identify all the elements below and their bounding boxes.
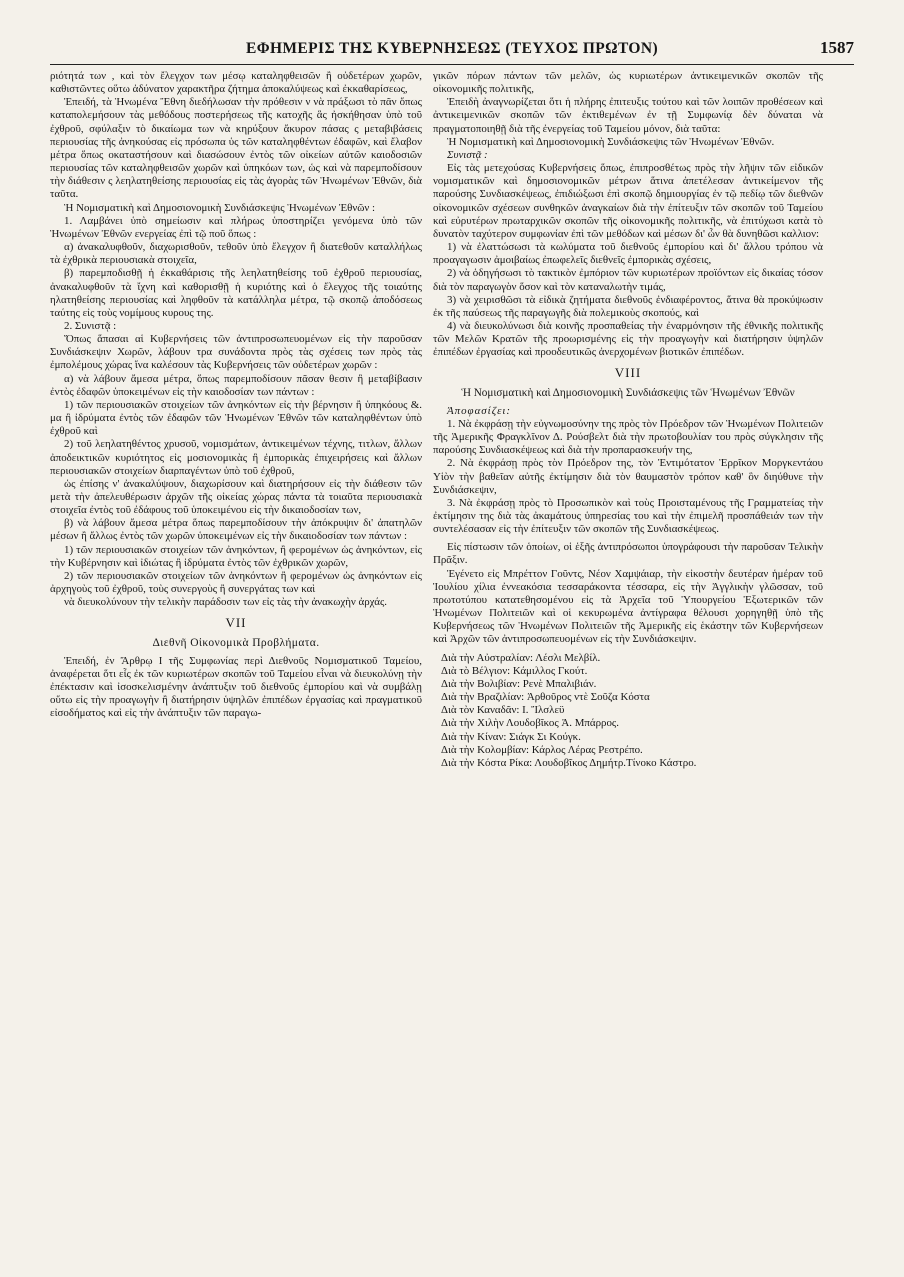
paragraph: Ἐπειδή, τὰ Ἡνωμένα Ἔθνη διεδήλωσαν τὴν πρόθεσιν ν νὰ πράξωσι τὸ πᾶν ὅπως καταπολεμήσουν τὰς μεθόδους ποστερήσεως τῆς κατοχῆς ἃς ἠσκήθησαν ὑπὸ τοῦ ἐχθροῦ, σφύλαξιν τὸ δικαίωμα των νὰ κηρύξουν ἄκυρον πάσας ς μεταβιβάσεις περιουσίας τῆς ἀνηκούσας εἰς πρόσωπα ὑς τῶν καταληφθέντων ἐδαφῶν, καὶ ἔλαβον μέτρα ὅπως οκαταστήσουν καὶ διασώσουν ἐντὸς τῶν οἰκείων αὐτῶν καιοδοσιῶν περιουσίας τῶν καταληφθεισῶν χωρῶν καὶ ὑπηκόων των, ὡς καὶ νὰ παρεμποδίσουν τὴν διάθεσιν ς λεηλατηθείσης περιουσίας εἰς τὰς ἀγορὰς τῶν Ἡνωμένων Ἐθνῶν, διὰ ταῦτα. (50, 96, 422, 201)
paragraph: 3) νὰ χειρισθῶσι τὰ εἰδικὰ ζητήματα διεθνοῦς ἐνδιαφέροντος, ἅτινα θὰ προκύψωσιν ἐκ τῆς παύσεως τῆς παραγωγῆς διὰ πολεμικοὺς σκοπούς, καὶ (433, 293, 823, 319)
signatory-line: Διὰ τὸ Βέλγιον: Κάμιλλος Γκούτ. (441, 664, 588, 677)
paragraph: 1. Νὰ ἐκφράσῃ τὴν εὐγνωμοσύνην της πρὸς τὸν Πρόεδρον τῶν Ἡνωμένων Πολιτειῶν τῆς Ἀμερικῆς Φραγκλῖνον Δ. Ρούσβελτ διὰ τὴν πρωτοβουλίαν του πρὸς σύγκλησιν τῆς παρούσης Συνδιασκέψεως καὶ διὰ τὴν προπαρασκευήν της, (433, 417, 823, 457)
paragraph: 1) νὰ ἐλαττώσωσι τὰ κωλύματα τοῦ διεθνοῦς ἐμπορίου καὶ δι' ἄλλου τρόπου νὰ προαγαγωσιν ἀμοιβαίως ἐπωφελεῖς διεθνεῖς ἐμπορικὰς σχέσεις, (433, 241, 823, 267)
section-title: Διεθνῆ Οἰκονομικὰ Προβλήματα. (152, 636, 320, 649)
paragraph: 4) νὰ διευκολύνωσι διὰ κοινῆς προσπαθείας τὴν ἐναρμόνησιν τῆς ἐθνικῆς πολιτικῆς τῶν Μελῶν Κρατῶν τῆς προωρισμένης εἰς τὴν προαγωγὴν καὶ διατήρησιν ὑψηλῶν ἐπιπέδων ἐργασίας καὶ προοδευτικῶς ἀνερχομένων βιοτικῶν ἐπιπέδων. (433, 319, 823, 359)
paragraph: β) παρεμποδισθῇ ἡ ἐκκαθάρισις τῆς λεηλατηθείσης τοῦ ἐχθροῦ περιουσίας, ἀνακαλυφθοῦν τὰ ἴχνη καὶ καθορισθῇ ἡ κυριότης καὶ ὁ ἔλεγχος τῆς τοιαύτης ηλατηθείσης περιουσίας καὶ ληφθοῦν τὰ κατάλληλα μέτρα, τῷ σκοπῷ ἀποδόσεως ταύτης εἰς τοὺς νομίμους κυρους της. (50, 267, 422, 319)
paragraph: Εἰς πίστωσιν τῶν ὁποίων, οἱ ἑξῆς ἀντιπρόσωποι ὑπογράφουσι τὴν παροῦσαν Τελικὴν Πρᾶξιν. (433, 541, 823, 567)
paragraph: α) νὰ λάβουν ἄμεσα μέτρα, ὅπως παρεμποδίσουν πᾶσαν θεσιν ἢ μεταβίβασιν ἐντὸς ἐδαφῶν ὑποκειμένων εἰς τὴν καιοδοσίαν των πάντων : (50, 372, 422, 398)
paragraph: 2. Νὰ ἐκφράσῃ πρὸς τὸν Πρόεδρον της, τὸν Ἐντιμότατον Ἑρρῖκον Μοργκεντάου Υἱὸν τὴν βαθεῖαν αὐτῆς ἐκτίμησιν διὰ τὸν θαυμαστὸν τρόπον καθ' ὃν διηύθυνε τὴν Συνδιάσκεψιν, (433, 457, 823, 496)
paragraph: ριότητά των , καὶ τὸν ἔλεγχον των μέσῳ καταληφθεισῶν ἢ οὐδετέρων χωρῶν, καθιστῶντες οὕτω ἀδύνατον χαρακτῆρα ζήτημα ἀποκαλύψεως καὶ ἐκκαθαρίσεως, (50, 70, 422, 96)
left-column (50, 70, 422, 1265)
paragraph: 1) τῶν περιουσιακῶν στοιχείων τῶν ἀνηκόντων, ἢ φερομένων ὡς ἀνηκόντων, εἰς τὴν Κυβέρνησιν καὶ ἰδιώτας ἢ ἰδρύματα ἐντὸς τῶν ἐχθρικῶν χωρῶν, (50, 543, 422, 569)
paragraph: 1. Λαμβάνει ὑπὸ σημείωσιν καὶ πλήρως ὑποστηρίζει γενόμενα ὑπὸ τῶν Ἡνωμένων Ἐθνῶν ενεργείας ἐπὶ τῷ ποῦ ὅπως : (50, 214, 422, 240)
right-column (433, 70, 823, 1265)
paragraph: β) νὰ λάβουν ἄμεσα μέτρα ὅπως παρεμποδίσουν τὴν ἀπόκρυψιν δι' ἀπατηλῶν μέσων ἢ ἄλλως ἐντὸς τῶν χωρῶν ὑποκειμένων εἰς τὴν δικαιοδοσίαν των πάντων : (50, 517, 422, 543)
gazette-title: ΕΦΗΜΕΡΙΣ ΤΗΣ ΚΥΒΕΡΝΗΣΕΩΣ (ΤΕΥΧΟΣ ΠΡΩΤΟΝ) (245, 40, 659, 57)
paragraph: 1) τῶν περιουσιακῶν στοιχείων τῶν ἀνηκόντων εἰς τὴν βέρνησιν ἢ ὑπηκόους &. μα ἢ ἰδρύματα ἐντὸς τῶν ἐδαφῶν τῶν Ἡνωμένων Ἐθνῶν τῶν καταληφθέντων ὑπὸ ἐχθροῦ καὶ (50, 398, 422, 438)
signatory-line: Διὰ τὴν Κόστα Ρίκα: Λουδοβῖκος Δημήτρ.Τίνοκο Κάστρο. (441, 756, 697, 769)
signatory-line: Διὰ τὴν Κίναν: Σιάγκ Σι Κούγκ. (441, 730, 581, 743)
paragraph: 2) νὰ ὁδηγήσωσι τὸ τακτικὸν ἐμπόριον τῶν κυριωτέρων προϊόντων εἰς δικαίας τόσον διὰ τὸν παραγωγὸν ὅσον καὶ τὸν καταναλωτὴν τιμάς, (433, 267, 823, 293)
paragraph: Ἐπειδή, ἐν Ἄρθρῳ Ι τῆς Συμφωνίας περὶ Διεθνοῦς Νομισματικοῦ Ταμείου, ἀναφέρεται ὅτι εἷς ἐκ τῶν κυριωτέρων σκοπῶν τοῦ Ταμείου εἶναι νὰ διευκολύνῃ τὴν ἐπέκτασιν καὶ ἰσοσκελισμένην ἀνάπτυξιν τοῦ διεθνοῦς ἐμπορίου καὶ νὰ συμβάλῃ οὕτω εἰς τὴν προαγωγὴν ἢ διατήρησιν ὑψηλῶν ἐπιπέδων ἐργασίας καὶ πραγματικοῦ εἰσοδήματος καὶ εἰς τὴν ἀνάπτυξιν τῶν παραγω- (50, 654, 422, 720)
paragraph: Ἐπειδὴ ἀναγνωρίζεται ὅτι ἡ πλήρης ἐπιτευξις τούτου καὶ τῶν λοιπῶν προθέσεων καὶ ἀντικειμενικῶν σκοπῶν τῶν ἐκτιθεμένων ἐν τῇ Συμφωνίᾳ δὲν δύναται νὰ πραγματοποιηθῇ διὰ τῆς ἐνεργείας τοῦ Ταμείου μόνον, διὰ ταῦτα: (433, 96, 823, 135)
paragraph: Εἰς τὰς μετεχούσας Κυβερνήσεις ὅπως, ἐπιπροσθέτως πρὸς τὴν λῆψιν τῶν εἰδικῶν νομισματικῶν καὶ δημοσιονομικῶν μέτρων ἅτινα ἀπετέλεσαν ἀντικείμενον τῆς παρούσης Συνδιασκέψεως, ἐπιδιώξωσι ἐπὶ σκοπῷ δημιουργίας ἐν τῷ πεδίῳ τῶν διεθνῶν οἰκονομικῶν σχέσεων συνθηκῶν ἀναγκαίων διὰ τὴν ἐπίτευξιν τῶν σκοπῶν τοῦ Ταμείου καὶ εὐρυτέρων πρωταρχικῶν σκοπῶν τῆς οἰκονομικῆς πολιτικῆς, νὰ ἐπιτύχωσι κατὰ τὸ δυνατὸν ταχύτερον συμφωνίαν ἐπὶ τῶν μεθόδων καὶ μέσων δι' ὧν θὰ δυνηθῶσι καλλιον: (433, 162, 823, 240)
section-number: VII (225, 615, 247, 631)
page-header (50, 38, 854, 65)
page-number: 1587 (820, 38, 854, 57)
paragraph: 2) τῶν περιουσιακῶν στοιχείων τῶν ἀνηκόντων ἢ φερομένων ὡς ἀνηκόντων εἰς ἀρχηγοὺς τοῦ ἐχθροῦ, τοὺς συνεργοὺς ἢ συνεργάτας των καὶ (50, 569, 422, 596)
paragraph: Ἐγένετο εἰς Μπρέττον Γοῦντς, Νέον Χαμψάιαρ, τὴν εἰκοστὴν δευτέραν ἡμέραν τοῦ Ἰουλίου χίλια ἐννεακόσια τεσσαράκοντα τέσσαρα, εἰς τὴν Ἀγγλικὴν γλῶσσαν, τοῦ πρωτοτύπου κατατεθησομένου εἰς τὰ Ἀρχεῖα τοῦ Ὑπουργείου Ἐξωτερικῶν τῶν Ἡνωμένων Πολιτειῶν καὶ οἱ κεκυρωμένα ἀντίγραφα θέλουσι χορηγηθῇ ὑπὸ τῆς Κυβερνήσεως τῶν Ἡνωμένων Πολιτειῶν τῆς Ἀμερικῆς εἰς ἑκάστην τῶν Κυβερνήσεων καὶ Ἀρχῶν τῶν ἀντιπροσωπευομένων εἰς τὴν Συνδιάσκεψιν. (433, 567, 823, 646)
section-number: VIII (614, 365, 642, 381)
signatory-line: Διὰ τὸν Καναδᾶν: Ι. Ἴλσλεϋ (441, 704, 565, 717)
paragraph: 3. Νὰ ἐκφράσῃ πρὸς τὸ Προσωπικὸν καὶ τοὺς Προισταμένους τῆς Γραμματείας τὴν ἐκτίμησιν της διὰ τὰς ἀκαμάτους ὑπηρεσίας του καὶ τὴν ἐπιμελῆ προσπάθειάν των τὴν συντελέσασαν εἰς τὴν ἐπίτευξιν τῶν σκοπῶν τῆς Συνδιασκέψεως. (433, 496, 823, 536)
recommends-heading: Συνιστᾷ : (447, 148, 488, 161)
decides-heading: Ἀποφασίζει: (447, 404, 512, 417)
paragraph: 2. Συνιστᾷ : (64, 319, 117, 332)
paragraph: Ὅπως ἅπασαι αἱ Κυβερνήσεις τῶν ἀντιπροσωπευομένων εἰς τὴν παροῦσαν Συνδιάσκεψιν Χωρῶν, λάβουν τρα συνάδοντα πρὸς τὰς σχέσεις των πρὸς τὰς ἐμπολέμους χώρας ἵνα καλέσουν τὰς Κυβερνήσεις τῶν οὐδετέρων χωρῶν : (50, 333, 422, 372)
paragraph: γικῶν πόρων πάντων τῶν μελῶν, ὡς κυριωτέρων ἀντικειμενικῶν σκοπῶν τῆς οἰκονομικῆς πολιτικῆς, (433, 70, 823, 96)
paragraph: νὰ διευκολύνουν τὴν τελικὴν παράδοσιν των εἰς τὰς τὴν ἀνακωχὴν ἀρχάς. (64, 596, 388, 609)
section-title: Ἡ Νομισματικὴ καὶ Δημοσιονομικὴ Συνδιάσκεψις τῶν Ἡνωμένων Ἐθνῶν (461, 386, 795, 399)
signatory-line: Διὰ τὴν Χιλὴν Λουδοβῖκος Ἀ. Μπάρρος. (441, 717, 619, 730)
signatory-line: Διὰ τὴν Βολιβίαν: Ρενὲ Μπαλιβιάν. (441, 677, 597, 690)
signatory-line: Διὰ τὴν Βραζιλίαν: Ἀρθοῦρος ντὲ Σοῦζα Κόστα (441, 691, 650, 704)
paragraph: ὡς ἐπίσης ν' ἀνακαλύψουν, διαχωρίσουν καὶ διατηρήσουν εἰς τὴν διάθεσιν τῶν μετὰ τὴν ἀπελευθέρωσιν ἀρχῶν τῆς οἰκείας χώρας πάντα τὰ τοιαῦτα περιουσιακὰ στοιχεῖα ἐντὸς τοῦ ἐδάφους τοῦ ὑποκειμένου εἰς τὴν δικαιοδοσίαν των, (50, 477, 422, 517)
paragraph: α) ἀνακαλυφθοῦν, διαχωρισθοῦν, τεθοῦν ὑπὸ ἔλεγχον ἢ διατεθοῦν καταλλήλως τὰ ἐχθρικὰ περιουσιακὰ στοιχεῖα, (50, 241, 422, 267)
signatory-line: Διὰ τὴν Κολομβίαν: Κάρλος Λέρας Ρεστρέπο. (441, 743, 643, 756)
signatory-line: Διὰ τὴν Αὐστραλίαν: Λέσλι Μελβίλ. (441, 651, 601, 664)
paragraph: 2) τοῦ λεηλατηθέντος χρυσοῦ, νομισμάτων, ἀντικειμένων τέχνης, τιτλων, ἄλλων ἀποδεικτικῶν κυριότητος εἰς μοσιονομικὰς ἢ ἐμπορικὰς ἐπιχειρήσεις καὶ ἄλλων περιουσιακῶν στοιχείων διαρπαγέντων ὑπὸ τοῦ ἐχθροῦ, (50, 438, 422, 477)
paragraph: Ἡ Νομισματικὴ καὶ Δημοσιονομικὴ Συνδιάσκεψις τῶν Ἡνωμένων Ἐθνῶν. (447, 135, 775, 148)
paragraph: Ἡ Νομισματικὴ καὶ Δημοσιονομικὴ Συνδιάσκεψις Ἡνωμένων Ἐθνῶν : (64, 201, 376, 214)
